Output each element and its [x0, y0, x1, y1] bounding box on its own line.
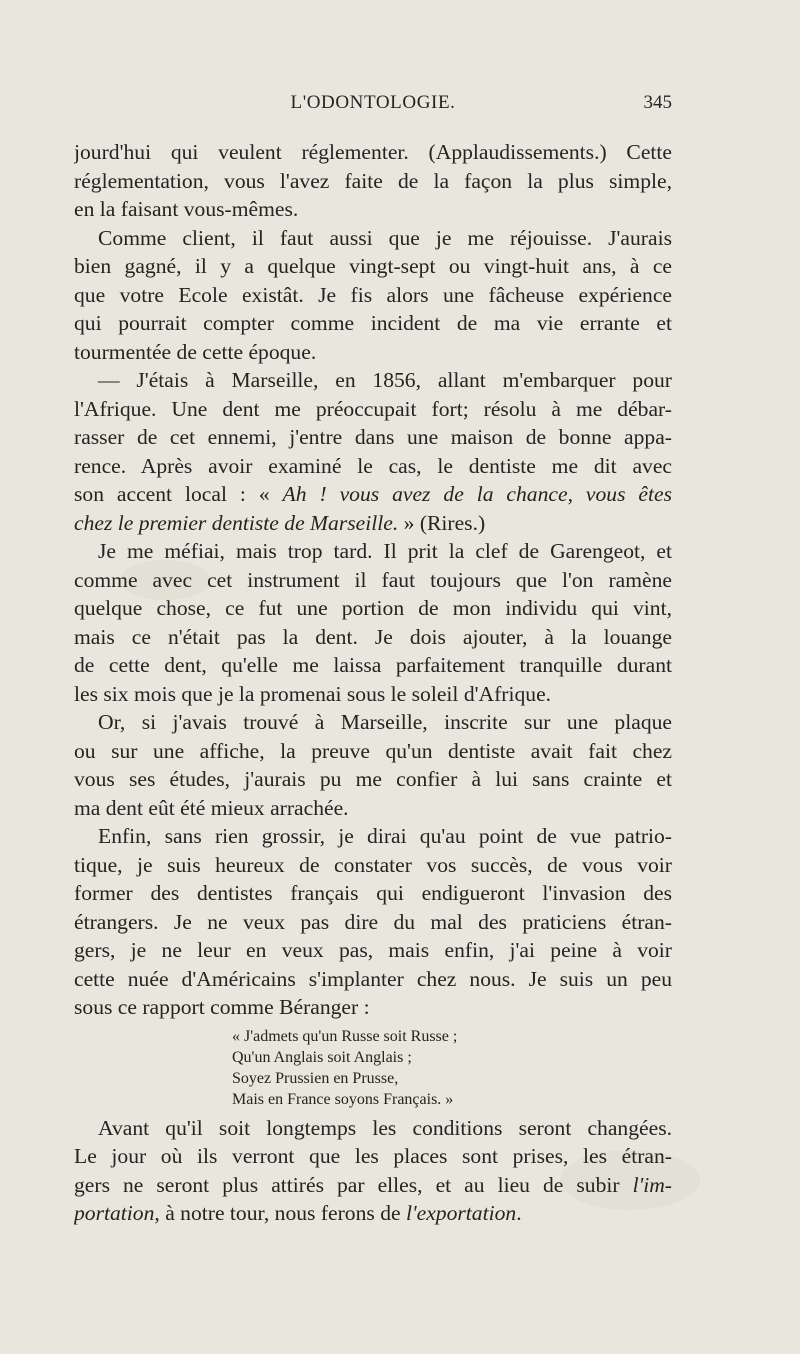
text-segment: en la faisant vous-mêmes.: [74, 197, 299, 221]
text-segment: les six mois que je la promenai sous le soleil d'Afrique.: [74, 681, 552, 706]
verse-quotation: [74, 1022, 672, 1114]
text-line: [74, 395, 672, 424]
text-line: [74, 338, 672, 367]
text-line: [74, 794, 672, 823]
text-segment: .: [516, 1201, 522, 1225]
text-line: [74, 651, 672, 680]
text-segment: rence. Après avoir examiné le cas, le dentiste me dit avec: [74, 453, 672, 478]
text-segment: Avant qu'il soit longtemps les conditions seront changées.: [98, 1115, 672, 1140]
closing-paragraph: [74, 1114, 672, 1228]
page-header: [74, 92, 672, 118]
text-line: [74, 252, 672, 281]
text-segment: — J'étais à Marseille, en 1856, allant m'embarquer pour: [98, 368, 672, 392]
page-number: 345: [643, 92, 672, 113]
text-segment: , à notre tour, nous ferons de: [154, 1201, 406, 1225]
text-line: [74, 537, 672, 566]
text-line: [74, 1199, 672, 1228]
text-line: [74, 737, 672, 766]
text-segment: ma dent eût été mieux arrachée.: [74, 795, 349, 820]
italic-text: portation: [74, 1201, 155, 1225]
text-line: [74, 1114, 672, 1143]
text-segment: Or, si j'avais trouvé à Marseille, inscrite sur une plaque: [98, 710, 672, 734]
text-line: [74, 480, 672, 509]
verse-line: Mais en France soyons Français. »: [232, 1090, 454, 1108]
text-segment: que votre Ecole existât. Je fis alors une fâcheuse expérience: [74, 282, 672, 307]
text-segment: » (Rires.): [398, 510, 486, 535]
text-segment: sous ce rapport comme Béranger :: [74, 995, 370, 1019]
text-segment: l'Afrique. Une dent me préoccupait fort; résolu à me débar-: [74, 396, 672, 421]
text-segment: cette nuée d'Américains s'implanter chez nous. Je suis un peu: [74, 966, 672, 991]
text-segment: former des dentistes français qui endigueront l'invasion des: [74, 881, 672, 905]
text-segment: de cette dent, qu'elle me laissa parfaitement tranquille durant: [74, 653, 672, 677]
text-line: [74, 879, 672, 908]
text-line: [74, 1171, 672, 1200]
text-segment: qui pourrait compter comme incident de ma vie errante et: [74, 311, 672, 335]
text-segment: Comme client, il faut aussi que je me réjouisse. J'aurais: [98, 225, 672, 250]
text-segment: comme avec cet instrument il faut toujours que l'on ramène: [74, 567, 672, 592]
text-segment: son accent local : «: [74, 482, 283, 506]
text-segment: réglementation, vous l'avez faite de la façon la plus simple,: [74, 168, 672, 193]
text-segment: bien gagné, il y a quelque vingt-sept ou vingt-huit ans, à ce: [74, 254, 672, 278]
text-line: [74, 281, 672, 310]
text-segment: vous ses études, j'aurais pu me confier à lui sans crainte et: [74, 767, 672, 791]
text-line: [74, 423, 672, 452]
text-segment: Je me méfiai, mais trop tard. Il prit la clef de Garengeot, et: [98, 539, 672, 563]
text-line: [74, 224, 672, 253]
text-line: [74, 822, 672, 851]
text-segment: gers, je ne leur en veux pas, mais enfin, j'ai peine à voir: [74, 938, 672, 962]
text-line: [74, 566, 672, 595]
text-line: [74, 195, 672, 224]
text-line: [74, 680, 672, 709]
text-segment: mais ce n'était pas la dent. Je dois ajouter, à la louange: [74, 624, 672, 649]
text-line: [74, 366, 672, 395]
italic-text: l'exportation: [406, 1201, 517, 1225]
text-line: [74, 908, 672, 937]
text-line: [74, 708, 672, 737]
text-segment: tourmentée de cette époque.: [74, 339, 317, 364]
body-text: [74, 138, 672, 1228]
text-line: [74, 1142, 672, 1171]
main-paragraphs: [74, 138, 672, 1022]
text-line: [74, 851, 672, 880]
italic-text: Ah ! vous avez de la chance, vous êtes: [282, 482, 672, 506]
text-line: [74, 309, 672, 338]
verse-line: Soyez Prussien en Prusse,: [232, 1069, 399, 1087]
text-segment: Enfin, sans rien grossir, je dirai qu'au point de vue patrio-: [98, 824, 672, 848]
text-line: [74, 993, 672, 1022]
text-segment: tique, je suis heureux de constater vos succès, de vous voir: [74, 852, 672, 877]
text-segment: quelque chose, ce fut une portion de mon individu qui vint,: [74, 596, 672, 620]
text-line: [74, 138, 672, 167]
text-segment: ou sur une affiche, la preuve qu'un dentiste avait fait chez: [74, 738, 672, 763]
text-line: [74, 965, 672, 994]
text-line: [74, 594, 672, 623]
running-title: L'ODONTOLOGIE.: [290, 92, 456, 113]
text-segment: jourd'hui qui veulent réglementer. (Applaudissements.) Cette: [74, 140, 672, 164]
text-line: [74, 936, 672, 965]
text-segment: étrangers. Je ne veux pas dire du mal des praticiens étran-: [74, 909, 672, 934]
text-line: [74, 452, 672, 481]
italic-text: l'im-: [632, 1172, 672, 1197]
text-segment: Le jour où ils verront que les places sont prises, les étran-: [74, 1144, 672, 1168]
text-segment: gers ne seront plus attirés par elles, et au lieu de subir: [74, 1172, 633, 1197]
verse-line: « J'admets qu'un Russe soit Russe ;: [232, 1027, 458, 1045]
text-line: [74, 167, 672, 196]
italic-text: chez le premier dentiste de Marseille.: [74, 510, 399, 535]
text-line: [74, 509, 672, 538]
text-line: [74, 623, 672, 652]
verse-line: Qu'un Anglais soit Anglais ;: [232, 1048, 412, 1066]
text-line: [74, 765, 672, 794]
text-segment: rasser de cet ennemi, j'entre dans une maison de bonne appa-: [74, 425, 672, 449]
